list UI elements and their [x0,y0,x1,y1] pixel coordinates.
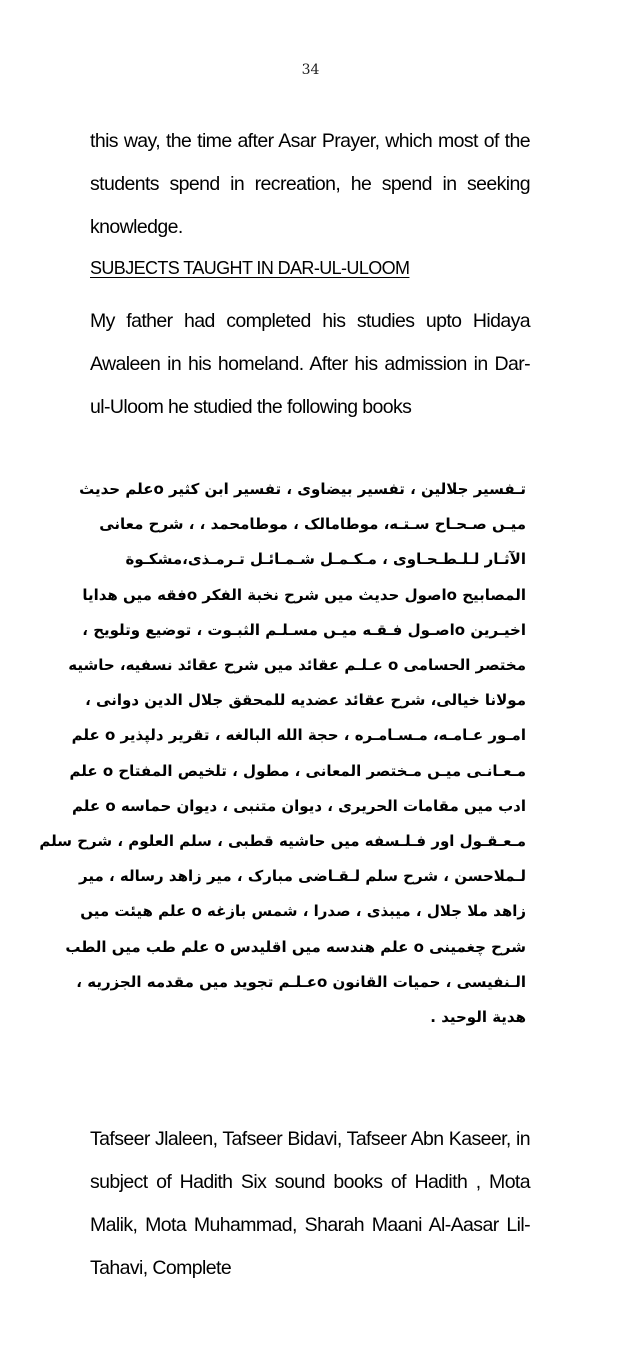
paragraph-intro: My father had completed his studies upto Hidaya Awaleen in his homeland. After his admission in Dar-ul-Uloom he studied the following books [90,310,530,418]
arabic-line: امـور عـامـه، مـسـامـره ، حجة الله البالغه ، تقرير دلپذير o علم [71,726,526,745]
arabic-line: المصابيح oاصول حديث ميں شرح نخبة الفكر oفقه ميں هدايا [82,585,526,604]
arabic-line: زاهد ملا جلال ، ميبذى ، صدرا ، شمس بازغه o علم هيئت ميں [80,902,526,921]
arabic-line: الـنفيسى ، حميات القانون oعـلـم تجويد ميں مقدمه الجزريه ، [76,972,526,991]
section-heading: SUBJECTS TAUGHT IN DAR-UL-ULOOM [90,258,410,278]
arabic-line: لـملاحسن ، شرح سلم لـقـاضى مبارک ، مير زاهد رساله ، مير [79,867,526,886]
arabic-line: هدية الوحيد . [430,1008,526,1027]
page-number: 34 [301,62,320,78]
arabic-line: مختصر الحسامى o عـلـم عقائد ميں شرح عقائد نسفيه، حاشيه [68,656,526,675]
arabic-line: الآثـار لـلـطـحـاوى ، مـكـمـل شـمـائـل تـرمـذى،مشكـوة [125,550,526,569]
arabic-line: اخيـرين oاصـول فـقـه ميـں مسـلـم الثبـوت ، توضيع وتلويح ، [82,620,526,639]
arabic-book-list [39,472,526,1035]
arabic-line: ادب ميں مقامات الحريرى ، ديوان متنبى ، ديوان حماسه o علم [72,796,526,815]
arabic-line: شرح چغمينى o علم هندسه ميں اقليدس o علم طب ميں الطب [65,937,526,956]
arabic-line: مـعـانـى ميـں مـختصر المعانى ، مطول ، تلخيص المفتاح o علم [69,761,526,780]
arabic-line: تـفسير جلالين ، تفسير بيضاوى ، تفسير ابن كثير oعلم حديث [79,480,526,498]
arabic-line: مـعـقـول اور فـلـسفه ميں حاشيه قطبى ، سلم العلوم ، شرح سلم [39,832,526,851]
paragraph-top: this way, the time after Asar Prayer, which most of the students spend in recreation, he spend in seeking knowledge. [90,130,530,238]
arabic-line: ميـں صـحـاح سـتـه، موطامالک ، موطامحمد ، ، شرح معانى [99,515,526,534]
arabic-line: مولانا خيالى، شرح عقائد عضديه للمحقق جلال الدين دوانى ، [85,691,526,710]
paragraph-bottom: Tafseer Jlaleen, Tafseer Bidavi, Tafseer Abn Kaseer, in subject of Hadith Six sound books of Hadith , Mota Malik, Mota Muhammad, Sharah Maani Al-Aasar Lil-Tahavi, Complete [90,1128,530,1279]
